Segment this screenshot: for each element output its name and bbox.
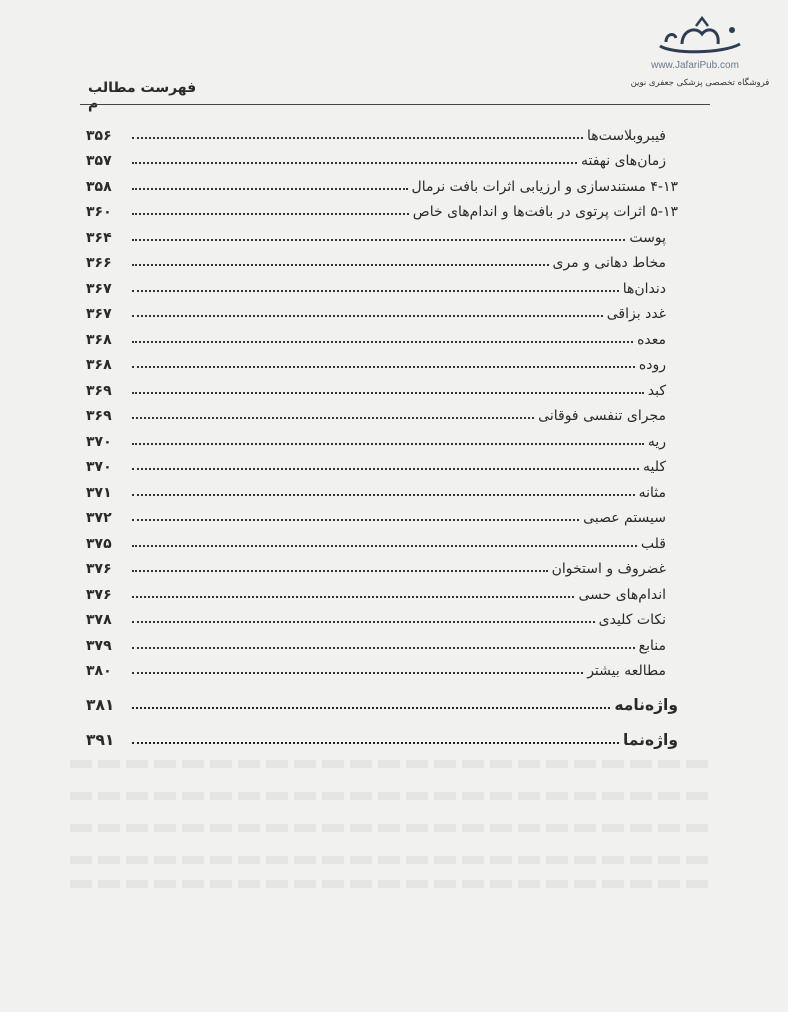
toc-dot-leader [132, 188, 408, 190]
toc-entry-title: دندان‌ها [622, 280, 666, 297]
toc-dot-leader [132, 341, 633, 343]
toc-dot-leader [132, 672, 583, 674]
toc-main-entry [86, 714, 678, 749]
toc-page-number: ۳۵۸ [86, 178, 112, 195]
toc-entry [86, 220, 678, 246]
toc-page-number: ۳۶۷ [86, 306, 112, 322]
toc-dot-leader [132, 239, 625, 241]
toc-dot-leader [132, 570, 548, 572]
toc-entry [86, 322, 678, 348]
toc-entry [86, 475, 678, 501]
toc-dot-leader [132, 366, 635, 368]
toc-dot-leader [132, 494, 635, 496]
toc-entry-title: مجرای تنفسی فوقانی [538, 408, 666, 424]
publisher-store-name: فروشگاه تخصصی پزشکی جعفری نوین [630, 78, 770, 88]
toc-entry [86, 399, 678, 425]
toc-page-number: ۳۶۶ [86, 255, 112, 271]
bleed-through-text [70, 824, 710, 832]
toc-entry-title: مطالعه بیشتر [587, 663, 666, 679]
toc-entry [86, 297, 678, 323]
toc-page-number: ۳۷۵ [86, 535, 112, 552]
toc-page-number: ۳۶۸ [86, 331, 112, 348]
toc-entry [86, 654, 678, 680]
toc-page-number: ۳۹۱ [86, 731, 115, 749]
toc-dot-leader [132, 392, 644, 394]
toc-dot-leader [132, 443, 644, 445]
toc-entry-title: سیستم عصبی [583, 510, 666, 526]
toc-entry-title: پوست [629, 229, 666, 246]
toc-dot-leader [132, 621, 595, 623]
toc-page-number: ۳۷۶ [86, 586, 112, 603]
toc-page-number: ۳۷۹ [86, 637, 112, 654]
toc-entry [86, 552, 678, 578]
bleed-through-text [70, 880, 710, 888]
toc-dot-leader [132, 519, 579, 521]
toc-entry [86, 348, 678, 374]
toc-entry [86, 501, 678, 527]
toc-dot-leader [132, 213, 409, 215]
toc-entry-title: غضروف و استخوان [551, 561, 666, 577]
toc-page-number: ۳۷۸ [86, 612, 112, 628]
publisher-logo [630, 16, 780, 96]
toc-page-number: ۳۷۶ [86, 561, 112, 577]
toc-entry-title: مثانه [638, 484, 666, 501]
table-of-contents [86, 118, 678, 749]
toc-dot-leader [132, 647, 635, 649]
toc-entry-title: زمان‌های نهفته [580, 153, 666, 169]
toc-entry [86, 424, 678, 450]
toc-entry-title: ۴-۱۳ مستندسازی و ارزیابی اثرات بافت نرمال [411, 178, 678, 195]
page-header-title: فهرست مطالب م [88, 80, 197, 112]
toc-page-number: ۳۸۱ [86, 696, 115, 714]
toc-page-number: ۳۷۰ [86, 433, 112, 450]
toc-entry-title: ۵-۱۳ اثرات پرتوی در بافت‌ها و اندام‌های خاص [412, 204, 678, 220]
toc-page-number: ۳۶۰ [86, 204, 112, 220]
toc-entry-title: نکات کلیدی [598, 612, 666, 628]
toc-page-number: ۳۵۶ [86, 127, 112, 144]
toc-page-number: ۳۶۸ [86, 357, 112, 373]
toc-dot-leader [132, 315, 603, 317]
toc-entry-title: اندام‌های حسی [578, 586, 666, 603]
jafari-logo-icon [652, 16, 748, 58]
bleed-through-text [70, 760, 710, 768]
toc-entry [86, 118, 678, 144]
toc-dot-leader [132, 290, 619, 292]
toc-dot-leader [132, 742, 619, 744]
toc-entry [86, 450, 678, 476]
toc-page-number: ۳۷۰ [86, 459, 112, 475]
toc-entry-title: غدد بزاقی [606, 306, 666, 322]
toc-dot-leader [132, 417, 534, 419]
toc-entry-title: واژه‌نما [622, 731, 678, 749]
bleed-through-text [70, 792, 710, 800]
bleed-through-text [70, 856, 710, 864]
toc-dot-leader [132, 468, 639, 470]
toc-entry [86, 246, 678, 272]
toc-main-entry [86, 679, 678, 714]
toc-dot-leader [132, 545, 637, 547]
toc-page-number: ۳۶۹ [86, 382, 112, 399]
toc-entry-title: فیبروبلاست‌ها [586, 127, 666, 144]
toc-dot-leader [132, 707, 610, 709]
toc-dot-leader [132, 264, 549, 266]
toc-page-number: ۳۵۷ [86, 153, 112, 169]
toc-page-number: ۳۷۱ [86, 484, 112, 501]
toc-page-number: ۳۷۲ [86, 510, 112, 526]
toc-page-number: ۳۶۹ [86, 408, 112, 424]
toc-entry [86, 169, 678, 195]
toc-dot-leader [132, 137, 583, 139]
toc-page-number: ۳۶۷ [86, 280, 112, 297]
toc-entry-title: ریه [647, 433, 666, 450]
toc-entry-title: کلیه [642, 459, 666, 475]
toc-entry [86, 526, 678, 552]
toc-entry [86, 628, 678, 654]
toc-entry [86, 144, 678, 170]
toc-entry-title: معده [637, 331, 666, 348]
toc-entry-title: قلب [640, 535, 666, 552]
toc-entry-title: روده [638, 357, 666, 373]
toc-entry-title: واژه‌نامه [614, 696, 678, 714]
toc-dot-leader [132, 596, 574, 598]
toc-entry [86, 373, 678, 399]
toc-entry [86, 577, 678, 603]
toc-entry [86, 195, 678, 221]
toc-dot-leader [132, 162, 577, 164]
toc-page-number: ۳۸۰ [86, 663, 112, 679]
publisher-url: www.JafariPub.com [651, 60, 739, 71]
toc-entry-title: منابع [638, 637, 666, 654]
toc-entry-title: کبد [647, 382, 666, 399]
toc-entry [86, 271, 678, 297]
toc-page-number: ۳۶۴ [86, 229, 112, 246]
toc-entry [86, 603, 678, 629]
header-divider [80, 104, 710, 105]
toc-entry-title: مخاط دهانی و مری [552, 255, 666, 271]
